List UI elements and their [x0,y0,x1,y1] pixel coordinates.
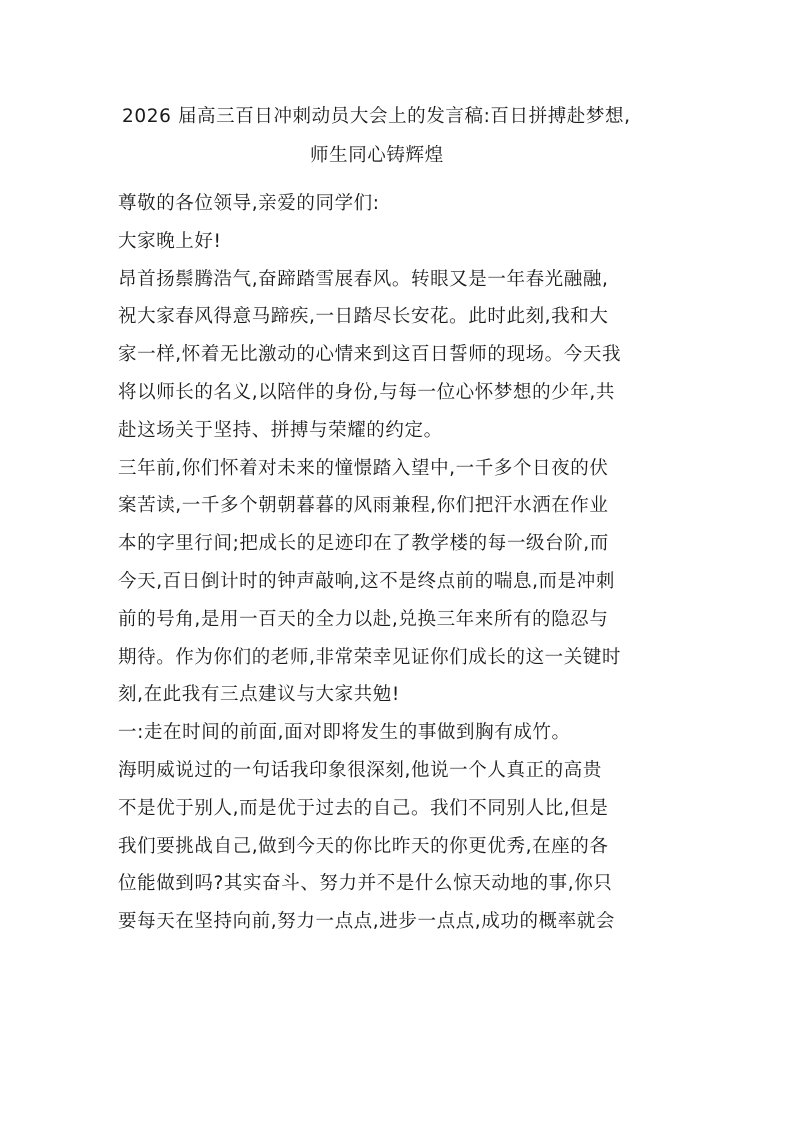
paragraph-line: 本的字里行间;把成长的足迹印在了教学楼的每一级台阶,而 [118,533,609,555]
paragraph-line: 昂首扬鬃腾浩气,奋蹄踏雪展春风。转眼又是一年春光融融, [118,268,609,290]
paragraph-line: 海明威说过的一句话我印象很深刻,他说一个人真正的高贵 [118,759,602,781]
paragraph-line: 位能做到吗?其实奋斗、努力并不是什么惊天动地的事,你只 [118,873,613,895]
salutation: 尊敬的各位领导,亲爱的同学们: [118,193,380,214]
paragraph-line: 赴这场关于坚持、拼搏与荣耀的约定。 [118,419,443,441]
document-title-line-2: 师生同心铸辉煌 [310,145,444,166]
paragraph-line: 案苦读,一千多个朝朝暮暮的风雨兼程,你们把汗水洒在作业 [118,495,609,517]
paragraph-line: 前的号角,是用一百天的全力以赴,兑换三年来所有的隐忍与 [118,608,609,630]
paragraph-line: 不是优于别人,而是优于过去的自己。我们不同别人比,但是 [118,797,609,819]
section-heading: 一:走在时间的前面,面对即将发生的事做到胸有成竹。 [118,722,571,744]
document-title-line-1: 2026 届高三百日冲刺动员大会上的发言稿:百日拼搏赴梦想, [122,106,631,127]
paragraph-line: 刻,在此我有三点建议与大家共勉! [118,684,400,706]
paragraph-line: 将以师长的名义,以陪伴的身份,与每一位心怀梦想的少年,共 [118,381,615,403]
paragraph-line: 家一样,怀着无比激动的心情来到这百日誓师的现场。今天我 [118,344,622,366]
paragraph-line: 要每天在坚持向前,努力一点点,进步一点点,成功的概率就会 [118,911,615,933]
paragraph-line: 今天,百日倒计时的钟声敲响,这不是终点前的喘息,而是冲刺 [118,570,615,592]
paragraph-line: 祝大家春风得意马蹄疾,一日踏尽长安花。此时此刻,我和大 [118,306,609,328]
paragraph-line: 期待。作为你们的老师,非常荣幸见证你们成长的这一关键时 [118,646,622,668]
paragraph-line: 三年前,你们怀着对未来的憧憬踏入望中,一千多个日夜的伏 [118,457,609,479]
document-body [118,185,680,941]
paragraph-line: 我们要挑战自己,做到今天的你比昨天的你更优秀,在座的各 [118,835,609,857]
greeting: 大家晚上好! [118,230,222,252]
